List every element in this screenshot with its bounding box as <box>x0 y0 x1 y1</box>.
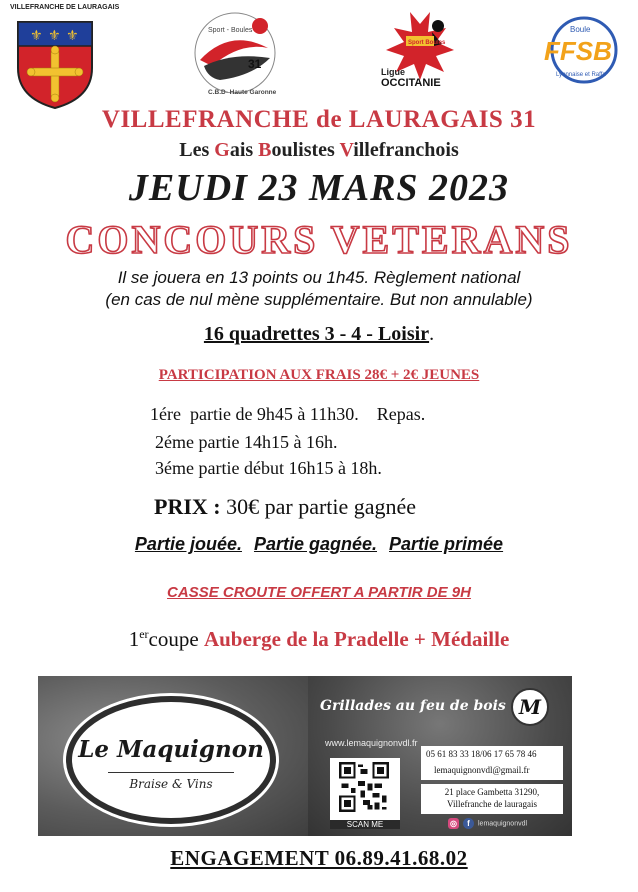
engagement-phone: ENGAGEMENT 06.89.41.68.02 <box>170 846 468 870</box>
schedule-item-1: 1ére partie de 9h45 à 11h30. Repas. <box>150 404 426 424</box>
cbd-haute-garonne-logo <box>190 8 280 98</box>
casse-croute-notice: CASSE CROUTE OFFERT A PARTIR DE 9H <box>167 584 471 601</box>
banner-address-1: 21 place Gambetta 31290, <box>444 787 540 797</box>
scan-me-label: SCAN ME <box>330 820 400 829</box>
event-title: CONCOURS VETERANS <box>65 217 573 262</box>
participation-fee: PARTICIPATION AUX FRAIS 28€ + 2€ JEUNES <box>158 367 480 383</box>
club-initial: G <box>214 139 230 161</box>
ligue-sport-text: Sport Boules <box>408 40 446 46</box>
club-name <box>0 139 638 162</box>
ligue-name: OCCITANIE <box>381 77 441 89</box>
parties-line <box>0 534 638 555</box>
banner-phones: 05 61 83 33 18/06 17 65 78 46 <box>426 749 537 759</box>
ffsb-logo <box>538 14 630 86</box>
coupe-line <box>0 627 638 652</box>
teams-punct: . <box>429 323 435 345</box>
schedule-item-3: 3éme partie début 16h15 à 18h. <box>155 458 382 478</box>
grill-tagline: Grillades au feu de bois <box>320 698 506 714</box>
partie-gagnee: Partie gagnée. <box>253 534 378 554</box>
teams-format <box>0 323 638 346</box>
sponsor-banner <box>38 676 572 836</box>
club-part: Les <box>179 139 215 161</box>
coupe-number: 1 <box>128 627 140 651</box>
coupe-sup: er <box>139 627 149 641</box>
instagram-icon: ◎ <box>448 818 459 829</box>
schedule-item-2: 2éme partie 14h15 à 16h. <box>155 432 338 452</box>
city-title: VILLEFRANCHE de LAURAGAIS 31 <box>101 106 537 133</box>
club-part: ais <box>229 139 259 161</box>
partie-jouee: Partie jouée. <box>134 534 242 554</box>
ffsb-top-text: Boule <box>570 25 591 34</box>
prize-label: PRIX : <box>154 494 221 519</box>
rules-line-1: Il se jouera en 13 points ou 1h45. Règlement national <box>117 268 521 287</box>
social-links <box>448 818 527 829</box>
event-date: JEUDI 23 MARS 2023 <box>128 167 510 209</box>
banner-website: www.lemaquignonvdl.fr <box>325 738 418 748</box>
svg-text:⚜: ⚜ <box>30 28 43 44</box>
teams-label: 16 quadrettes 3 - 4 - Loisir <box>203 323 430 345</box>
facebook-icon: f <box>463 818 474 829</box>
rules-line-2: (en cas de nul mène supplémentaire. But non annulable) <box>105 290 533 309</box>
partie-primee: Partie primée <box>389 534 504 554</box>
villefranche-caption: VILLEFRANCHE DE LAURAGAIS <box>10 4 120 11</box>
maquignon-divider <box>108 772 234 773</box>
svg-text:⚜: ⚜ <box>48 28 61 44</box>
club-initial: V <box>339 139 354 161</box>
prize-line <box>154 494 416 520</box>
cbd-text: Sport - Boules <box>208 27 253 34</box>
social-handle: lemaquignonvdl <box>478 820 528 828</box>
club-initial: B <box>258 139 272 161</box>
ffsb-sub-text: Lyonnaise et Raffa <box>556 72 606 78</box>
cbd-number: 31 <box>248 57 262 71</box>
banner-email: lemaquignonvdl@gmail.fr <box>434 765 530 775</box>
coupe-sponsor: Auberge de la Pradelle + Médaille <box>203 627 510 651</box>
club-part: oulistes <box>271 139 340 161</box>
ffsb-text: FFSB <box>544 36 612 66</box>
maquignon-name: Le Maquignon <box>78 736 264 763</box>
prize-text: 30€ par partie gagnée <box>220 494 417 519</box>
maquignon-monogram: M <box>511 688 549 726</box>
ligue-label: Ligue <box>381 67 405 77</box>
villefranche-coat-of-arms-logo <box>10 10 100 110</box>
qr-code-icon <box>338 762 390 812</box>
svg-text:⚜: ⚜ <box>66 28 79 44</box>
maquignon-subtitle: Braise & Vins <box>129 777 213 791</box>
coupe-word: coupe <box>148 627 204 651</box>
banner-address-2: Villefranche de lauragais <box>447 799 537 809</box>
cbd-sub: C.B.D- Haute Garonne <box>208 89 277 96</box>
club-part: illefranchois <box>353 139 459 161</box>
